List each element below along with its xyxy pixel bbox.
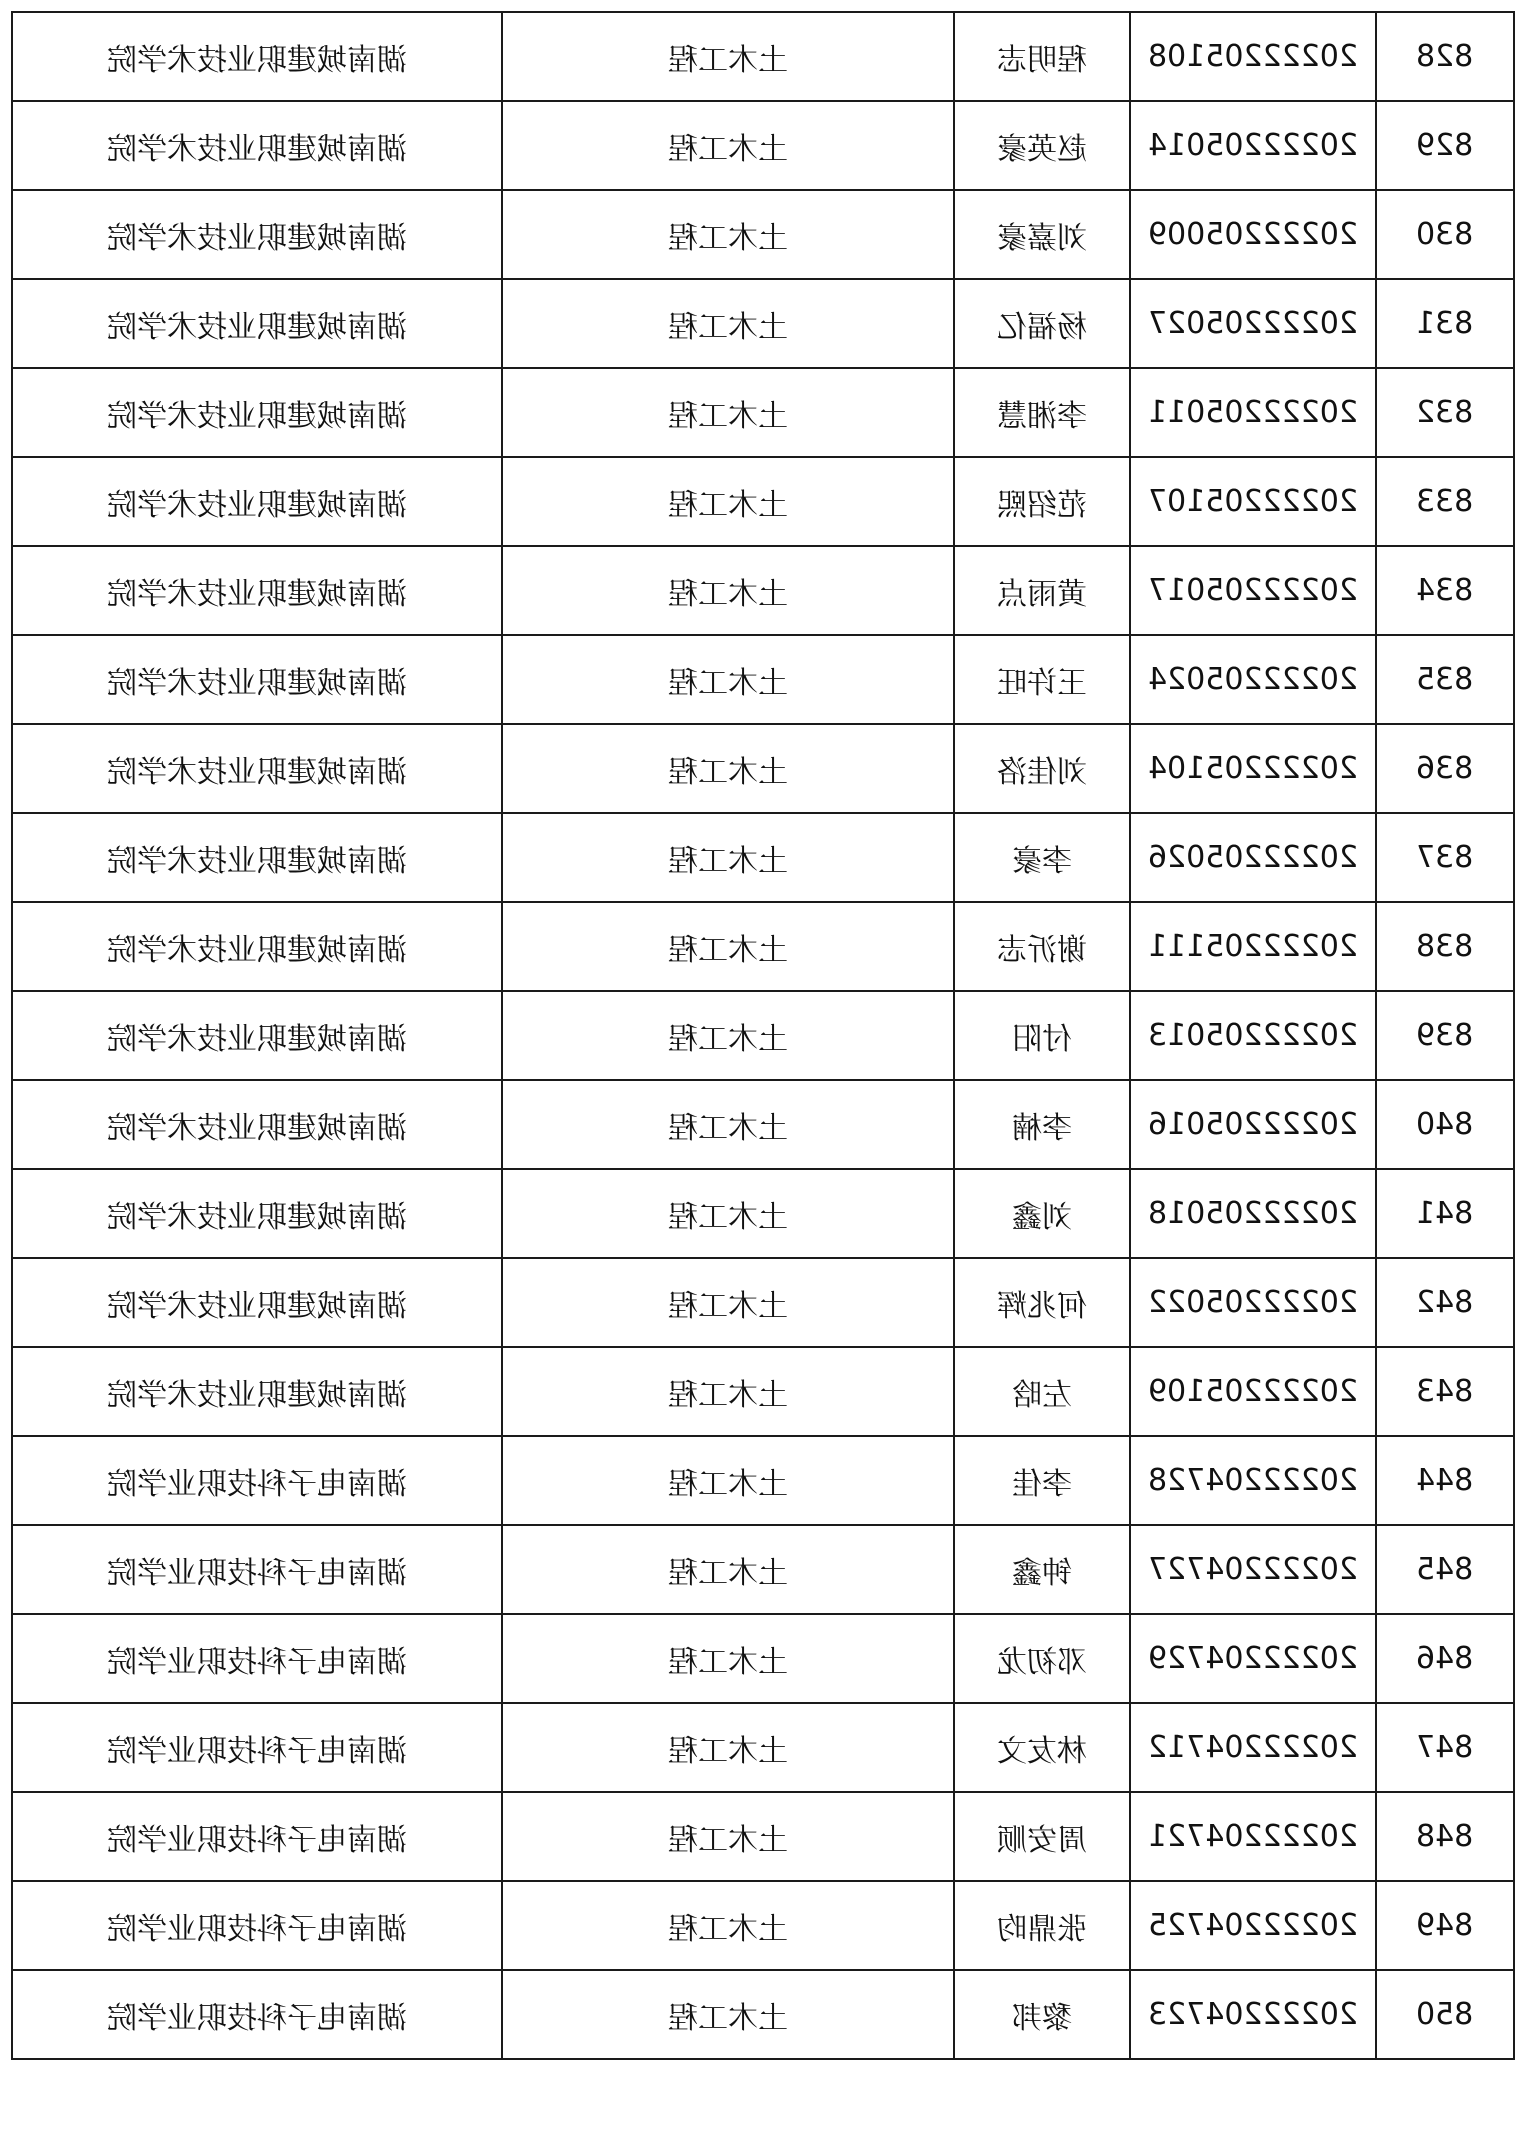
school-cell-text: 湖南城建职业技术学院 [107, 42, 407, 78]
table-row [12, 1970, 1514, 2059]
row-number-cell [1376, 101, 1514, 190]
row-number-cell-text: 846 [1416, 1641, 1474, 1676]
major-cell-text: 土木工程 [668, 1555, 788, 1591]
table-row [12, 546, 1514, 635]
major-cell [502, 1169, 954, 1258]
student-id-cell [1130, 546, 1376, 635]
school-cell-text: 湖南城建职业技术学院 [107, 1199, 407, 1235]
row-number-cell-text: 849 [1416, 1908, 1474, 1943]
student-name-cell-text: 赵英豪 [997, 131, 1087, 167]
school-cell-text: 湖南城建职业技术学院 [107, 932, 407, 968]
student-name-cell-text: 李豪 [1012, 843, 1072, 879]
table-row [12, 1080, 1514, 1169]
major-cell [502, 902, 954, 991]
major-cell-text: 土木工程 [668, 1021, 788, 1057]
school-cell-text: 湖南电子科技职业学院 [107, 2000, 407, 2036]
major-cell [502, 12, 954, 101]
student-id-cell [1130, 1525, 1376, 1614]
row-number-cell-text: 838 [1416, 929, 1474, 964]
school-cell-text: 湖南城建职业技术学院 [107, 1021, 407, 1057]
student-name-cell-text: 何兆辉 [997, 1288, 1087, 1324]
student-name-cell [954, 1614, 1130, 1703]
row-number-cell-text: 833 [1416, 484, 1474, 519]
major-cell [502, 546, 954, 635]
roster-table [11, 11, 1515, 2060]
school-cell [12, 1080, 502, 1169]
student-id-cell [1130, 368, 1376, 457]
student-id-cell-text: 20222204729 [1148, 1641, 1358, 1676]
student-id-cell-text: 20222205016 [1148, 1107, 1358, 1142]
student-name-cell-text: 周安顺 [997, 1822, 1087, 1858]
student-name-cell-text: 程明志 [997, 42, 1087, 78]
student-name-cell [954, 546, 1130, 635]
row-number-cell [1376, 546, 1514, 635]
major-cell-text: 土木工程 [668, 1644, 788, 1680]
row-number-cell [1376, 991, 1514, 1080]
table-row [12, 1347, 1514, 1436]
student-name-cell [954, 1703, 1130, 1792]
student-name-cell-text: 刘嘉豪 [997, 220, 1087, 256]
student-id-cell [1130, 190, 1376, 279]
row-number-cell-text: 847 [1416, 1730, 1474, 1765]
row-number-cell-text: 840 [1416, 1107, 1474, 1142]
student-id-cell [1130, 279, 1376, 368]
student-id-cell [1130, 1169, 1376, 1258]
student-name-cell [954, 12, 1130, 101]
row-number-cell-text: 836 [1416, 751, 1474, 786]
table-row [12, 101, 1514, 190]
row-number-cell-text: 830 [1416, 217, 1474, 252]
school-cell [12, 546, 502, 635]
student-id-cell-text: 20222204712 [1148, 1730, 1358, 1765]
row-number-cell [1376, 1792, 1514, 1881]
student-id-cell [1130, 1703, 1376, 1792]
school-cell [12, 1169, 502, 1258]
student-name-cell-text: 黄雨点 [997, 576, 1087, 612]
student-name-cell-text: 刘佳洛 [997, 754, 1087, 790]
major-cell-text: 土木工程 [668, 754, 788, 790]
table-row [12, 991, 1514, 1080]
row-number-cell [1376, 457, 1514, 546]
table-row [12, 1258, 1514, 1347]
major-cell [502, 1614, 954, 1703]
student-id-cell-text: 20222205011 [1148, 395, 1358, 430]
student-id-cell [1130, 1080, 1376, 1169]
student-id-cell [1130, 101, 1376, 190]
student-name-cell [954, 1970, 1130, 2059]
school-cell [12, 101, 502, 190]
school-cell-text: 湖南电子科技职业学院 [107, 1644, 407, 1680]
major-cell-text: 土木工程 [668, 1733, 788, 1769]
table-row [12, 1792, 1514, 1881]
major-cell [502, 1347, 954, 1436]
student-id-cell [1130, 991, 1376, 1080]
major-cell-text: 土木工程 [668, 932, 788, 968]
student-id-cell-text: 20222205009 [1148, 217, 1358, 252]
major-cell-text: 土木工程 [668, 1377, 788, 1413]
table-row [12, 902, 1514, 991]
student-id-cell [1130, 1970, 1376, 2059]
student-name-cell-text: 付阳 [1012, 1021, 1072, 1057]
row-number-cell-text: 843 [1416, 1374, 1474, 1409]
school-cell-text: 湖南城建职业技术学院 [107, 131, 407, 167]
student-name-cell-text: 左晗 [1012, 1377, 1072, 1413]
major-cell [502, 101, 954, 190]
student-id-cell-text: 20222205027 [1148, 306, 1358, 341]
student-name-cell [954, 1436, 1130, 1525]
table-row [12, 190, 1514, 279]
school-cell-text: 湖南城建职业技术学院 [107, 398, 407, 434]
row-number-cell [1376, 1347, 1514, 1436]
student-id-cell-text: 20222205107 [1148, 484, 1358, 519]
row-number-cell [1376, 1080, 1514, 1169]
table-row [12, 635, 1514, 724]
student-name-cell [954, 279, 1130, 368]
row-number-cell-text: 848 [1416, 1819, 1474, 1854]
school-cell-text: 湖南电子科技职业学院 [107, 1733, 407, 1769]
student-name-cell [954, 1080, 1130, 1169]
student-name-cell [954, 1525, 1130, 1614]
student-id-cell-text: 20222204727 [1148, 1552, 1358, 1587]
school-cell-text: 湖南电子科技职业学院 [107, 1555, 407, 1591]
school-cell [12, 1347, 502, 1436]
row-number-cell [1376, 1169, 1514, 1258]
school-cell-text: 湖南城建职业技术学院 [107, 1288, 407, 1324]
school-cell-text: 湖南城建职业技术学院 [107, 1377, 407, 1413]
row-number-cell [1376, 1703, 1514, 1792]
school-cell [12, 902, 502, 991]
major-cell-text: 土木工程 [668, 576, 788, 612]
student-id-cell [1130, 1347, 1376, 1436]
student-name-cell [954, 1169, 1130, 1258]
major-cell [502, 1792, 954, 1881]
major-cell-text: 土木工程 [668, 665, 788, 701]
school-cell [12, 1614, 502, 1703]
table-row [12, 1614, 1514, 1703]
row-number-cell-text: 850 [1416, 1997, 1474, 2032]
table-row [12, 1525, 1514, 1614]
school-cell [12, 1258, 502, 1347]
major-cell-text: 土木工程 [668, 309, 788, 345]
major-cell [502, 190, 954, 279]
school-cell-text: 湖南城建职业技术学院 [107, 576, 407, 612]
student-name-cell-text: 李佳 [1012, 1466, 1072, 1502]
student-name-cell-text: 刘鑫 [1012, 1199, 1072, 1235]
major-cell [502, 368, 954, 457]
student-id-cell-text: 20222205018 [1148, 1196, 1358, 1231]
school-cell [12, 1703, 502, 1792]
student-id-cell-text: 20222205104 [1148, 751, 1358, 786]
row-number-cell-text: 832 [1416, 395, 1474, 430]
school-cell-text: 湖南城建职业技术学院 [107, 754, 407, 790]
student-id-cell-text: 20222205014 [1148, 128, 1358, 163]
major-cell-text: 土木工程 [668, 398, 788, 434]
row-number-cell [1376, 1614, 1514, 1703]
table-row [12, 12, 1514, 101]
table-row [12, 1703, 1514, 1792]
school-cell [12, 1881, 502, 1970]
school-cell [12, 368, 502, 457]
row-number-cell-text: 841 [1416, 1196, 1474, 1231]
school-cell-text: 湖南城建职业技术学院 [107, 1110, 407, 1146]
major-cell [502, 813, 954, 902]
school-cell [12, 279, 502, 368]
row-number-cell [1376, 1258, 1514, 1347]
school-cell [12, 813, 502, 902]
row-number-cell [1376, 635, 1514, 724]
school-cell [12, 635, 502, 724]
student-id-cell-text: 20222205013 [1148, 1018, 1358, 1053]
student-name-cell-text: 王许旺 [997, 665, 1087, 701]
row-number-cell-text: 837 [1416, 840, 1474, 875]
student-id-cell [1130, 1614, 1376, 1703]
major-cell-text: 土木工程 [668, 220, 788, 256]
student-name-cell-text: 杨福亿 [997, 309, 1087, 345]
student-id-cell [1130, 1436, 1376, 1525]
student-id-cell-text: 20222204725 [1148, 1908, 1358, 1943]
row-number-cell [1376, 12, 1514, 101]
student-id-cell-text: 20222205111 [1148, 929, 1358, 964]
student-name-cell [954, 813, 1130, 902]
major-cell [502, 635, 954, 724]
student-name-cell [954, 368, 1130, 457]
student-id-cell [1130, 635, 1376, 724]
major-cell-text: 土木工程 [668, 487, 788, 523]
student-id-cell-text: 20222205109 [1148, 1374, 1358, 1409]
row-number-cell [1376, 279, 1514, 368]
roster-table-body [12, 12, 1514, 2059]
student-name-cell [954, 635, 1130, 724]
table-row [12, 1436, 1514, 1525]
row-number-cell-text: 844 [1416, 1463, 1474, 1498]
row-number-cell-text: 834 [1416, 573, 1474, 608]
student-name-cell [954, 190, 1130, 279]
school-cell [12, 991, 502, 1080]
major-cell [502, 279, 954, 368]
major-cell [502, 991, 954, 1080]
table-row [12, 1169, 1514, 1258]
row-number-cell [1376, 813, 1514, 902]
student-id-cell [1130, 457, 1376, 546]
student-id-cell-text: 20222205108 [1148, 39, 1358, 74]
student-name-cell-text: 张鼎昀 [997, 1911, 1087, 1947]
student-name-cell [954, 457, 1130, 546]
row-number-cell-text: 842 [1416, 1285, 1474, 1320]
row-number-cell-text: 835 [1416, 662, 1474, 697]
student-id-cell-text: 20222205017 [1148, 573, 1358, 608]
school-cell-text: 湖南电子科技职业学院 [107, 1822, 407, 1858]
student-id-cell [1130, 1258, 1376, 1347]
student-name-cell [954, 101, 1130, 190]
major-cell-text: 土木工程 [668, 2000, 788, 2036]
school-cell-text: 湖南城建职业技术学院 [107, 220, 407, 256]
student-id-cell-text: 20222204723 [1148, 1997, 1358, 2032]
major-cell-text: 土木工程 [668, 1110, 788, 1146]
student-name-cell [954, 902, 1130, 991]
table-row [12, 368, 1514, 457]
major-cell-text: 土木工程 [668, 131, 788, 167]
row-number-cell-text: 828 [1416, 39, 1474, 74]
major-cell-text: 土木工程 [668, 42, 788, 78]
major-cell [502, 1525, 954, 1614]
table-row [12, 813, 1514, 902]
table-row [12, 279, 1514, 368]
school-cell-text: 湖南电子科技职业学院 [107, 1466, 407, 1502]
student-name-cell [954, 1347, 1130, 1436]
major-cell [502, 1881, 954, 1970]
school-cell [12, 457, 502, 546]
row-number-cell [1376, 1436, 1514, 1525]
student-name-cell-text: 李湘慧 [997, 398, 1087, 434]
student-id-cell [1130, 813, 1376, 902]
major-cell-text: 土木工程 [668, 1199, 788, 1235]
major-cell-text: 土木工程 [668, 1822, 788, 1858]
major-cell-text: 土木工程 [668, 1911, 788, 1947]
major-cell-text: 土木工程 [668, 843, 788, 879]
major-cell [502, 457, 954, 546]
major-cell [502, 1258, 954, 1347]
row-number-cell [1376, 190, 1514, 279]
student-name-cell-text: 邓初龙 [997, 1644, 1087, 1680]
roster-sheet [11, 11, 1513, 2060]
student-id-cell [1130, 724, 1376, 813]
major-cell-text: 土木工程 [668, 1288, 788, 1324]
student-name-cell-text: 谢沂志 [997, 932, 1087, 968]
major-cell [502, 1436, 954, 1525]
school-cell [12, 190, 502, 279]
student-id-cell-text: 20222204728 [1148, 1463, 1358, 1498]
row-number-cell-text: 845 [1416, 1552, 1474, 1587]
student-name-cell-text: 林友文 [997, 1733, 1087, 1769]
student-id-cell [1130, 12, 1376, 101]
row-number-cell [1376, 1525, 1514, 1614]
school-cell [12, 1970, 502, 2059]
student-name-cell [954, 1792, 1130, 1881]
student-name-cell-text: 钟鑫 [1012, 1555, 1072, 1591]
row-number-cell [1376, 1970, 1514, 2059]
row-number-cell-text: 829 [1416, 128, 1474, 163]
row-number-cell [1376, 902, 1514, 991]
student-id-cell [1130, 1881, 1376, 1970]
student-id-cell-text: 20222204721 [1148, 1819, 1358, 1854]
major-cell [502, 1703, 954, 1792]
student-name-cell-text: 李楠 [1012, 1110, 1072, 1146]
student-id-cell-text: 20222205022 [1148, 1285, 1358, 1320]
major-cell [502, 724, 954, 813]
school-cell-text: 湖南城建职业技术学院 [107, 487, 407, 523]
student-id-cell-text: 20222205024 [1148, 662, 1358, 697]
row-number-cell [1376, 724, 1514, 813]
student-id-cell [1130, 902, 1376, 991]
school-cell-text: 湖南城建职业技术学院 [107, 309, 407, 345]
school-cell [12, 724, 502, 813]
major-cell [502, 1970, 954, 2059]
student-name-cell-text: 黎邦 [1012, 2000, 1072, 2036]
table-row [12, 724, 1514, 813]
student-id-cell-text: 20222205026 [1148, 840, 1358, 875]
school-cell-text: 湖南电子科技职业学院 [107, 1911, 407, 1947]
student-name-cell [954, 1258, 1130, 1347]
student-name-cell [954, 1881, 1130, 1970]
student-name-cell [954, 991, 1130, 1080]
major-cell-text: 土木工程 [668, 1466, 788, 1502]
row-number-cell [1376, 368, 1514, 457]
student-id-cell [1130, 1792, 1376, 1881]
table-row [12, 1881, 1514, 1970]
row-number-cell-text: 831 [1416, 306, 1474, 341]
school-cell [12, 1525, 502, 1614]
student-name-cell [954, 724, 1130, 813]
student-name-cell-text: 范绍熙 [997, 487, 1087, 523]
major-cell [502, 1080, 954, 1169]
school-cell [12, 1792, 502, 1881]
school-cell [12, 12, 502, 101]
school-cell [12, 1436, 502, 1525]
row-number-cell-text: 839 [1416, 1018, 1474, 1053]
row-number-cell [1376, 1881, 1514, 1970]
school-cell-text: 湖南城建职业技术学院 [107, 843, 407, 879]
table-row [12, 457, 1514, 546]
school-cell-text: 湖南城建职业技术学院 [107, 665, 407, 701]
